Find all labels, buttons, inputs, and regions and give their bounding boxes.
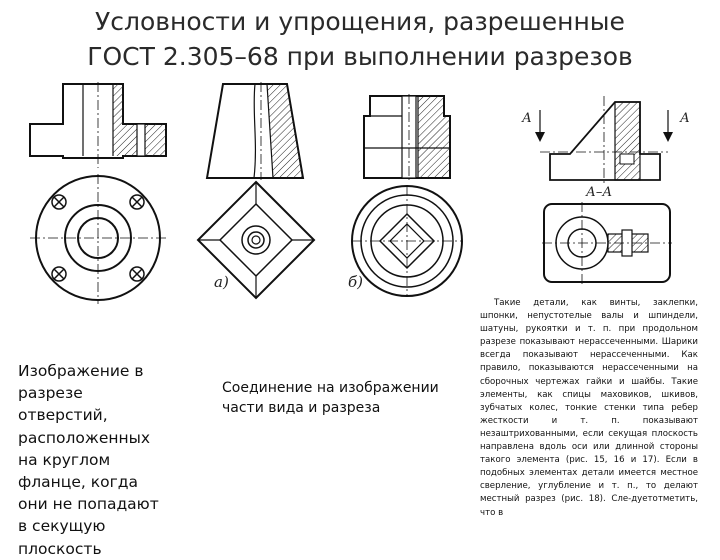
pyramid-section-drawing-a bbox=[205, 82, 305, 182]
flange-section-drawing bbox=[28, 82, 168, 170]
rib-section-drawing bbox=[520, 92, 695, 200]
figure-label-a bbox=[212, 272, 242, 292]
section-name: А–А bbox=[586, 185, 613, 200]
slide-title bbox=[0, 4, 720, 74]
left-note-line: плоскость bbox=[18, 539, 102, 558]
rib-top-view-drawing bbox=[542, 202, 672, 284]
arrow-label-left: А bbox=[522, 111, 532, 126]
left-note-line: они не попадают bbox=[18, 495, 159, 514]
part-section-drawing-b bbox=[362, 94, 452, 180]
left-note-line: отверстий, bbox=[18, 406, 108, 425]
figure-label-b bbox=[346, 272, 376, 292]
left-note-line: на круглом bbox=[18, 450, 111, 469]
note-unsectioned-parts: Такие детали, как винты, заклепки, шпонки, непустотелые валы и шпиндели, шатуны, рукоятки и т. п. при продольном разрезе показывают нерассеченными. Шарики всегда показывают нерассеченными. Как правило, показываются нерассеченными на сборочных чертежах гайки и шайбы. Такие элементы, как спицы маховиков, шкивов, зубчатых колес, тонкие стенки типа ребер жесткости и т. п. показывают незаштрихованными, если секущая плоскость направлена вдоль оси или длинной стороны такого элемента (рис. 15, 16 и 17). Если в подобных элементах детали имеется местное сверление, углубление и т. п., то делают местный разрез (рис. 18). Сле-дуетотметить, что в bbox=[480, 298, 698, 518]
note-view-section-join bbox=[222, 378, 452, 418]
left-note-line: Изображение в bbox=[18, 362, 144, 380]
middle-note-line: Соединение на изображении bbox=[222, 380, 439, 396]
left-note-line: фланце, когда bbox=[18, 473, 138, 492]
flange-top-view-drawing bbox=[28, 178, 168, 308]
arrow-label-right: А bbox=[680, 111, 690, 126]
left-note-line: в секущую bbox=[18, 517, 106, 536]
label-a-text: а) bbox=[214, 273, 229, 291]
label-b-text: б) bbox=[348, 273, 364, 291]
left-note-line: разрезе bbox=[18, 384, 83, 403]
note-flange-holes bbox=[18, 360, 168, 560]
middle-note-line: части вида и разреза bbox=[222, 400, 381, 416]
title-line-1: Условности и упрощения, разрешенные bbox=[95, 7, 625, 36]
title-line-2: ГОСТ 2.305–68 при выполнении разрезов bbox=[87, 42, 633, 71]
left-note-line: расположенных bbox=[18, 428, 151, 447]
